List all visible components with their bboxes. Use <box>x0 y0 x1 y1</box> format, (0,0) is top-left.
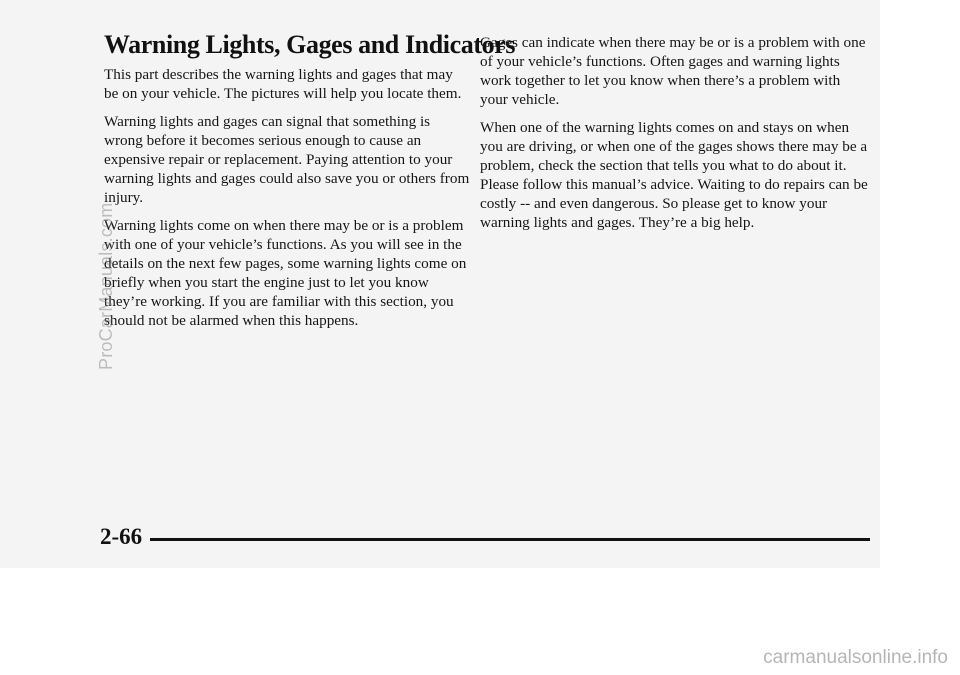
paragraph: Gages can indicate when there may be or is a problem with one of your vehicle’s functions. Often gages and warning lights work together to let you know when there’s a problem with your vehicle. <box>480 34 866 108</box>
footer-rule <box>150 538 870 541</box>
page-number: 2-66 <box>100 524 143 549</box>
left-column <box>104 65 470 339</box>
paragraph: Warning lights and gages can signal that something is wrong before it becomes serious enough to cause an expensive repair or replacement. Paying attention to your warning lights and gages could also save you or others from injury. <box>104 113 470 206</box>
paragraph: Warning lights come on when there may be or is a problem with one of your vehicle’s functions. As you will see in the details on the next few pages, some warning lights come on briefly when you start the engine just to let you know they’re working. If you are familiar with this section, you should not be alarmed when this happens. <box>104 217 467 329</box>
right-column <box>480 33 868 241</box>
side-watermark: ProCarManuals.com <box>96 202 116 370</box>
bottom-watermark: carmanualsonline.info <box>763 647 948 668</box>
page-footer <box>100 524 870 554</box>
section-heading: Warning Lights, Gages and Indicators <box>104 30 516 59</box>
paragraph: When one of the warning lights comes on and stays on when you are driving, or when one of the gages shows there may be a problem, check the section that tells you what to do about it. Please follow this manual’s advice. Waiting to do repairs can be costly -- and even dangerous. So please get to know your warning lights and gages. They’re a big help. <box>480 119 868 231</box>
paragraph: This part describes the warning lights and gages that may be on your vehicle. The pictures will help you locate them. <box>104 66 462 102</box>
